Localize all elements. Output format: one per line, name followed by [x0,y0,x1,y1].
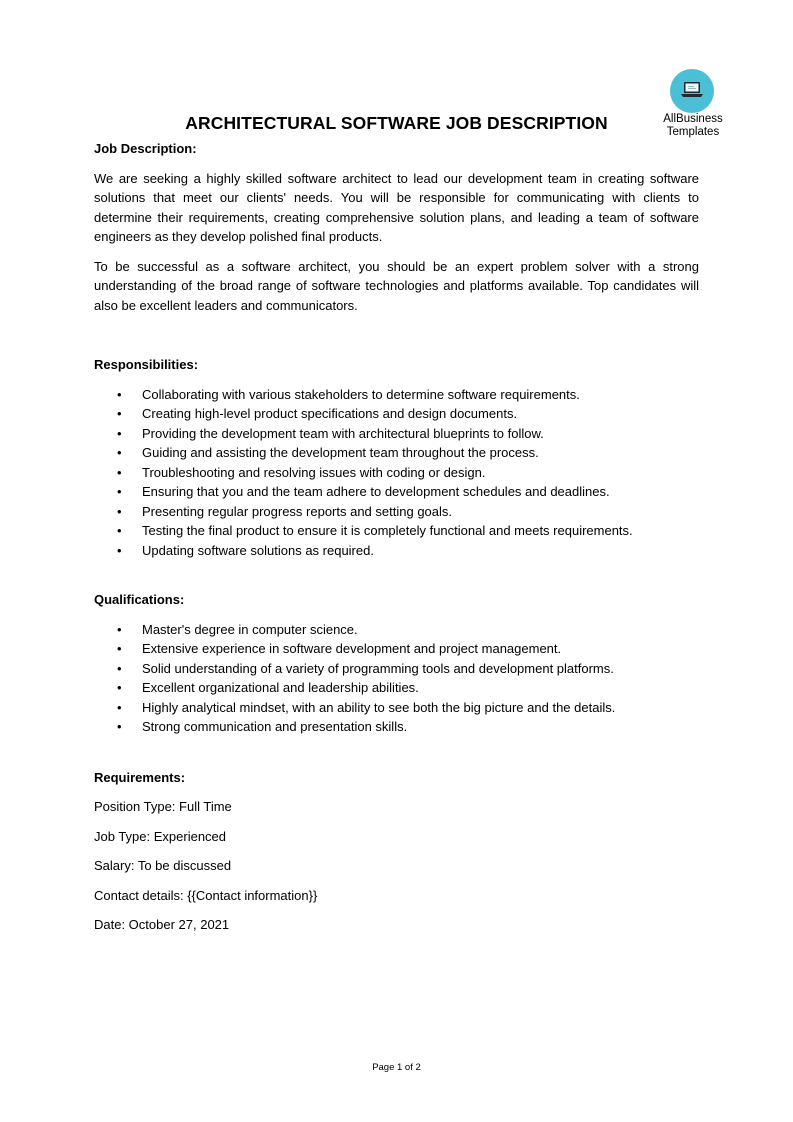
job-description-heading: Job Description: [94,141,197,156]
responsibility-item [94,424,699,444]
page-number: Page 1 of 2 [372,1062,421,1073]
logo-text-line2: Templates [666,126,720,138]
description-paragraph-2: To be successful as a software architect, you should be an expert problem solver with a strong understanding of the broad range of software technologies and platforms available. Top candidates will also be excellent leaders and communicators. [94,258,699,313]
qualification-item-text: Strong communication and presentation skills. [142,719,408,734]
bullet-marker: • [117,386,122,402]
bullet-marker: • [117,406,122,421]
bullet-marker: • [117,680,122,695]
responsibilities-heading: Responsibilities: [94,357,199,372]
bullet-marker: • [117,425,122,441]
responsibility-item-text: Troubleshooting and resolving issues with coding or design. [142,464,486,480]
bullet-marker: • [117,445,122,460]
bullet-marker: • [117,621,122,637]
responsibility-item [94,482,699,502]
bullet-marker: • [117,464,122,480]
bullet-marker: • [117,484,122,499]
bullet-marker: • [117,641,122,656]
bullet-marker: • [117,503,122,519]
document-title: ARCHITECTURAL SOFTWARE JOB DESCRIPTION [185,113,608,133]
qualification-item [94,620,699,640]
qualification-item-text: Highly analytical mindset, with an ability to see both the big picture and the details. [142,699,616,715]
requirement-line: Salary: To be discussed [94,858,232,873]
qualification-item [94,678,699,698]
requirement-line: Position Type: Full Time [94,799,232,814]
qualification-item-text: Master's degree in computer science. [142,621,358,637]
qualification-item [94,717,699,737]
responsibilities-list [94,385,699,561]
requirement-line: Contact details: {{Contact information}} [94,887,318,903]
responsibility-item [94,385,699,405]
requirements-list [94,797,699,935]
bullet-marker: • [117,699,122,715]
logo-text-line1: AllBusiness [663,113,723,125]
responsibility-item-text: Presenting regular progress reports and setting goals. [142,503,453,519]
document-body [94,139,699,935]
qualification-item-text: Solid understanding of a variety of programming tools and development platforms. [142,660,614,676]
responsibility-item-text: Updating software solutions as required. [142,542,374,558]
qualification-item-text: Excellent organizational and leadership abilities. [142,680,419,695]
requirements-heading: Requirements: [94,769,186,785]
responsibility-item-text: Guiding and assisting the development team throughout the process. [142,445,539,460]
qualification-item [94,639,699,659]
responsibility-item [94,521,699,541]
responsibility-item-text: Creating high-level product specifications and design documents. [142,406,518,421]
description-paragraph-1: We are seeking a highly skilled software architect to lead our development team in creating software solutions that meet our clients' needs. You will be responsible for communicating with clients to determine their requirements, creating comprehensive solution plans, and leading a team of software engineers as they develop polished final products. [94,170,699,244]
qualification-item [94,659,699,679]
responsibility-item [94,541,699,561]
qualification-item [94,698,699,718]
bullet-marker: • [117,660,122,676]
qualification-item-text: Extensive experience in software development and project management. [142,641,562,656]
responsibility-item [94,463,699,483]
bullet-marker: • [117,542,122,558]
responsibility-item-text: Collaborating with various stakeholders to determine software requirements. [142,386,580,402]
responsibility-item-text: Providing the development team with architectural blueprints to follow. [142,425,544,441]
requirement-line: Date: October 27, 2021 [94,917,230,932]
bullet-marker: • [117,719,122,734]
responsibility-item [94,443,699,463]
responsibility-item [94,404,699,424]
laptop-icon [681,81,703,98]
qualifications-heading: Qualifications: [94,592,185,607]
bullet-marker: • [117,523,122,538]
responsibility-item [94,502,699,522]
responsibility-item-text: Ensuring that you and the team adhere to development schedules and deadlines. [142,484,610,499]
qualifications-list [94,620,699,737]
responsibility-item-text: Testing the final product to ensure it is completely functional and meets requirements. [142,523,633,538]
requirement-line: Job Type: Experienced [94,828,227,844]
